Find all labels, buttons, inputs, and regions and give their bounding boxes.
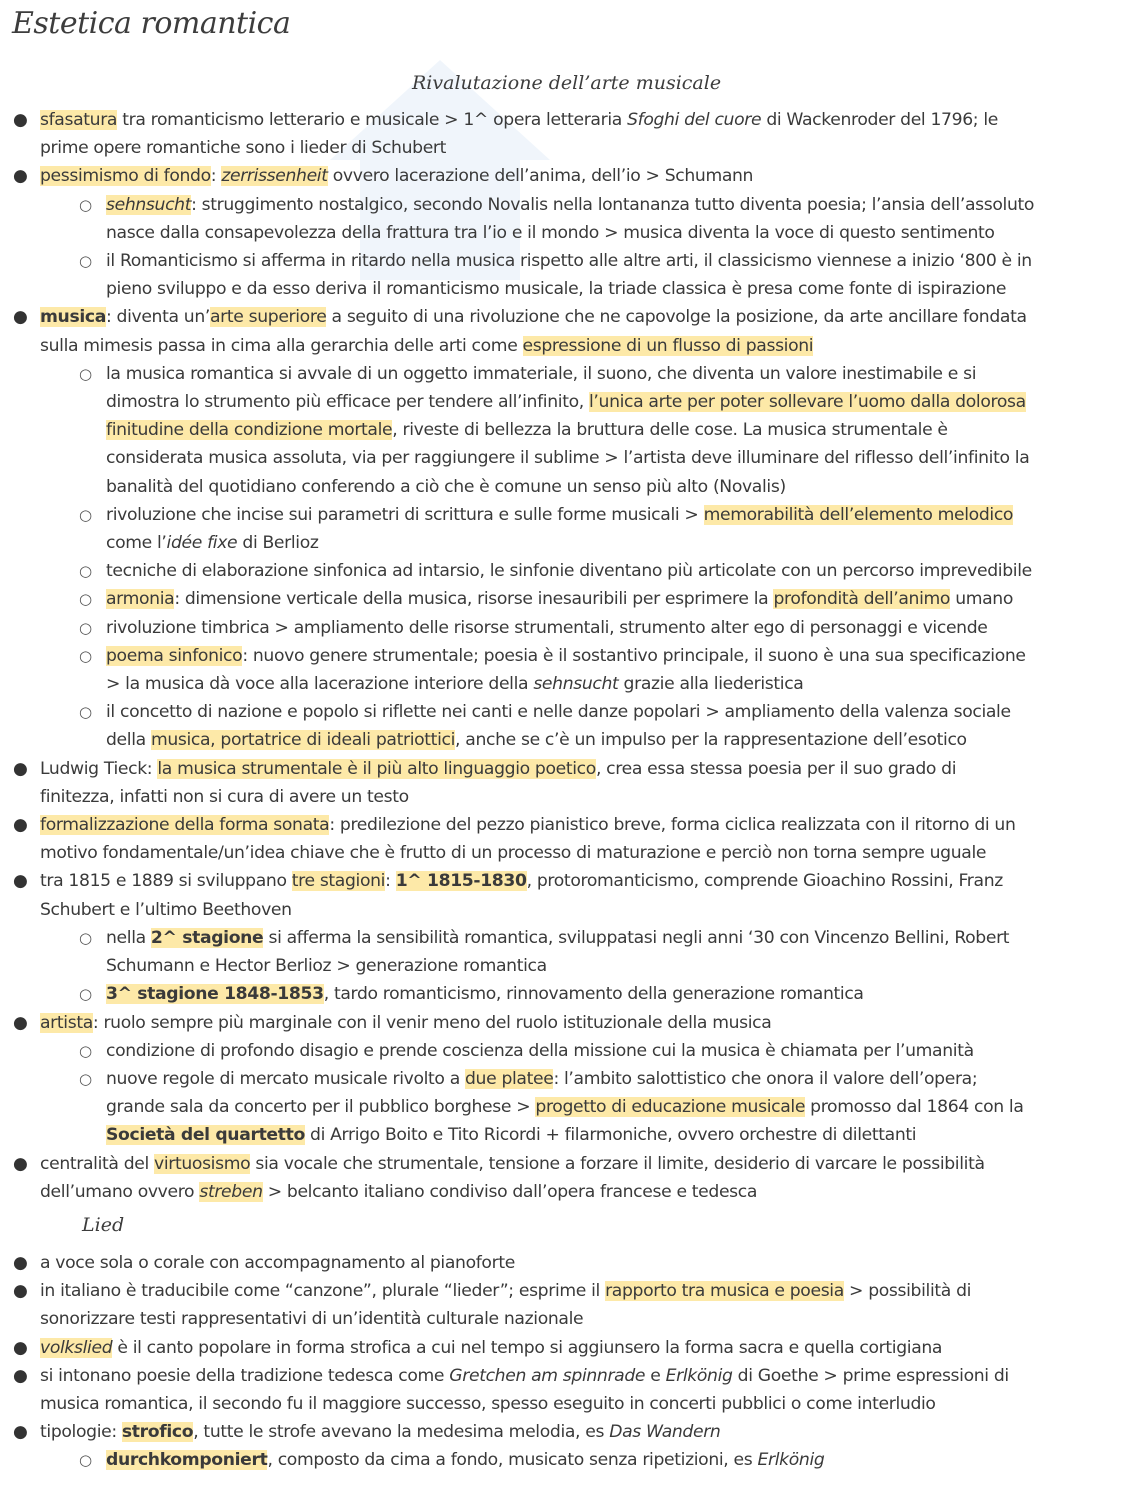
bullet-icon: ● (13, 815, 28, 836)
list-item (0, 247, 1148, 275)
highlighted-text: tre stagioni (291, 871, 386, 892)
list-item (0, 1150, 1148, 1178)
bullet-icon: ● (13, 1422, 28, 1443)
text-segment: musica romantica, il secondo fu il maggiore successo, spesso eseguito in concerti pubblici o come interludio (40, 1394, 936, 1415)
highlighted-text: streben (199, 1181, 263, 1202)
highlighted-text: 1^ 1815-1830 (395, 871, 527, 892)
text-segment: Gretchen am spinnrade (449, 1365, 646, 1386)
bullet-icon: ● (13, 166, 28, 187)
highlighted-text: artista (40, 1012, 93, 1033)
list-item (0, 1037, 1148, 1065)
text-segment: , tardo romanticismo, rinnovamento della generazione romantica (323, 984, 864, 1005)
list-item-continuation (0, 726, 1148, 754)
text-segment: tra romanticismo letterario e musicale > 1^ opera letteraria (117, 110, 628, 130)
text-segment: grande sala da concerto per il pubblico borghese > (106, 1097, 536, 1118)
highlighted-text: pessimismo di fondo (40, 166, 211, 187)
highlighted-text: poema sinfonico (106, 645, 243, 666)
list-item (0, 106, 1148, 134)
section-title-rivalutazione: Rivalutazione dell’arte musicale (412, 72, 722, 94)
section-title-lied: Lied (82, 1214, 125, 1236)
text-segment: : dimensione verticale della musica, risorse inesauribili per esprimere la (174, 589, 774, 610)
list-item-continuation (0, 529, 1148, 557)
highlighted-text: profondità dell’animo (773, 589, 951, 610)
highlighted-text: musica (40, 307, 106, 328)
text-segment: Schumann e Hector Berlioz > generazione romantica (106, 956, 547, 977)
list-item (0, 1418, 1148, 1446)
highlighted-text: arte superiore (209, 307, 327, 328)
text-segment: considerata musica assoluta, via per raggiungere il sublime > l’artista deve illuminare del riflesso dell’infinito la (106, 448, 1030, 469)
text-segment: banalità del quotidiano conferendo a ciò che è comune un senso più alto (Novalis) (106, 476, 786, 497)
sub-bullet-icon: ○ (79, 195, 92, 214)
bullet-icon: ● (13, 110, 28, 130)
list-item-continuation (0, 332, 1148, 360)
text-segment: tipologie: (40, 1422, 122, 1443)
list-item-continuation (0, 1390, 1148, 1418)
list-item (0, 1277, 1148, 1305)
text-segment: rivoluzione timbrica > ampliamento delle risorse strumentali, strumento alter ego di personaggi e vicende (106, 617, 988, 638)
text-segment: di Berlioz (237, 533, 319, 554)
list-item-continuation (0, 416, 1148, 444)
list-item-continuation (0, 839, 1148, 867)
text-segment: di Wackenroder del 1796; le (761, 110, 999, 130)
text-segment: dimostra lo strumento più efficace per tendere all’infinito, (106, 392, 589, 413)
bullet-icon: ● (13, 871, 28, 892)
highlighted-text: sehnsucht (106, 194, 192, 215)
text-segment: Ludwig Tieck: (40, 758, 158, 779)
text-segment: nasce dalla consapevolezza della frattura tra l’io e il mondo > musica diventa la voce di questo sentimento (106, 222, 995, 243)
text-segment: della (106, 730, 151, 751)
highlighted-text: zerrissenheit (221, 166, 328, 187)
list-item (0, 1362, 1148, 1390)
list-item-continuation (0, 444, 1148, 472)
sub-bullet-icon: ○ (79, 985, 92, 1004)
text-segment: : struggimento nostalgico, secondo Novalis nella lontananza tutto diventa poesia; l’ansia dell’assoluto (191, 194, 1035, 215)
highlighted-text: espressione di un flusso di passioni (522, 335, 814, 356)
text-segment: nella (106, 927, 151, 948)
text-segment: condizione di profondo disagio e prende coscienza della missione cui la musica è chiamata per l’umanità (106, 1040, 974, 1061)
list-item (0, 1065, 1148, 1093)
list-item-continuation (0, 388, 1148, 416)
sub-bullet-icon: ○ (79, 252, 92, 271)
text-segment: Das Wandern (609, 1422, 721, 1443)
list-item (0, 614, 1148, 642)
text-segment: : nuovo genere strumentale; poesia è il sostantivo principale, il suono è una sua specificazione (242, 645, 1026, 666)
text-segment: e (645, 1365, 666, 1386)
highlighted-text: musica, portatrice di ideali patriottici (150, 730, 456, 751)
highlighted-text: formalizzazione della forma sonata (40, 815, 330, 836)
highlighted-text: armonia (106, 589, 175, 610)
text-segment: grazie alla liederistica (618, 674, 804, 695)
text-segment: , anche se c’è un impulso per la rappresentazione dell’esotico (455, 730, 967, 751)
text-segment: sonorizzare testi rappresentativi di un’identità culturale nazionale (40, 1309, 584, 1330)
section-rivalutazione-list (0, 106, 1148, 1206)
bullet-icon: ● (13, 1153, 28, 1174)
text-segment: Schubert e l’ultimo Beethoven (40, 899, 292, 920)
list-item (0, 360, 1148, 388)
list-item-continuation (0, 219, 1148, 247)
highlighted-text: 2^ stagione (150, 927, 264, 948)
bullet-icon: ● (13, 758, 28, 779)
section-lied-list (0, 1249, 1148, 1475)
text-segment: finitezza, infatti non si cura di avere un testo (40, 786, 409, 807)
text-segment: Erlkönig (665, 1365, 733, 1386)
text-segment: , composto da cima a fondo, musicato senza ripetizioni, es (267, 1450, 758, 1471)
text-segment: : (210, 166, 222, 187)
text-segment: > la musica dà voce alla lacerazione interiore della (106, 674, 534, 695)
list-item-continuation (0, 952, 1148, 980)
list-item (0, 557, 1148, 585)
highlighted-text: strofico (121, 1422, 194, 1443)
list-item-continuation (0, 473, 1148, 501)
text-segment: il concetto di nazione e popolo si riflette nei canti e nelle danze popolari > ampliamento della valenza sociale (106, 702, 1011, 723)
list-item-continuation (0, 275, 1148, 303)
list-item (0, 867, 1148, 895)
bullet-icon: ● (13, 1253, 28, 1273)
text-segment: rivoluzione che incise sui parametri di scrittura e sulle forme musicali > (106, 504, 704, 525)
text-segment: > possibilità di (843, 1281, 972, 1302)
highlighted-text: due platee (465, 1068, 554, 1089)
list-item (0, 1446, 1148, 1474)
text-segment: motivo fondamentale/un’idea chiave che è frutto di un processo di maturazione e perciò non torna sempre uguale (40, 843, 987, 864)
sub-bullet-icon: ○ (79, 505, 92, 524)
text-segment: : ruolo sempre più marginale con il venir meno del ruolo istituzionale della musica (92, 1012, 772, 1033)
text-segment: di Arrigo Boito e Tito Ricordi + filarmoniche, ovvero orchestre di dilettanti (304, 1125, 917, 1146)
list-item (0, 1334, 1148, 1362)
list-item-continuation (0, 1305, 1148, 1333)
text-segment: , riveste di bellezza la bruttura delle cose. La musica strumentale è (392, 420, 948, 441)
text-segment: in italiano è traducibile come “canzone”, plurale “lieder”; esprime il (40, 1281, 606, 1302)
list-item (0, 1249, 1148, 1277)
highlighted-text: 3^ stagione 1848-1853 (106, 984, 324, 1005)
list-item (0, 642, 1148, 670)
bullet-icon: ● (13, 1012, 28, 1033)
text-segment: il Romanticismo si afferma in ritardo nella musica rispetto alle altre arti, il classicismo viennese a inizio ‘800 è in (106, 251, 1032, 272)
text-segment: di Goethe > prime espressioni di (732, 1365, 1009, 1386)
list-item (0, 585, 1148, 613)
sub-bullet-icon: ○ (79, 928, 92, 947)
text-segment: a seguito di una rivoluzione che ne capovolge la posizione, da arte ancillare fondata (326, 307, 1027, 328)
list-item-continuation (0, 1178, 1148, 1206)
sub-bullet-icon: ○ (79, 1451, 92, 1470)
text-segment: : (385, 871, 396, 892)
text-segment: sulla mimesis passa in cima alla gerarchia delle arti come (40, 335, 523, 356)
bullet-icon: ● (13, 1281, 28, 1302)
page-title: Estetica romantica (12, 6, 291, 41)
sub-bullet-icon: ○ (79, 618, 92, 637)
list-item (0, 162, 1148, 190)
sub-bullet-icon: ○ (79, 646, 92, 665)
text-segment: tecniche di elaborazione sinfonica ad intarsio, le sinfonie diventano più articolate con un percorso imprevedibile (106, 561, 1032, 582)
sub-bullet-icon: ○ (79, 1041, 92, 1060)
sub-bullet-icon: ○ (79, 703, 92, 722)
highlighted-text: sfasatura (40, 110, 118, 130)
text-segment: nuove regole di mercato musicale rivolto a (106, 1068, 465, 1089)
text-segment: : l’ambito salottistico che onora il valore dell’opera; (553, 1068, 978, 1089)
list-item (0, 501, 1148, 529)
list-item-continuation (0, 670, 1148, 698)
list-item-continuation (0, 896, 1148, 924)
text-segment: umano (950, 589, 1014, 610)
text-segment: si intonano poesie della tradizione tedesca come (40, 1365, 450, 1386)
sub-bullet-icon: ○ (79, 590, 92, 609)
text-segment: dell’umano ovvero (40, 1181, 200, 1202)
text-segment: , crea essa stessa poesia per il suo grado di (595, 758, 957, 779)
highlighted-text: memorabilità dell’elemento melodico (703, 504, 1014, 525)
text-segment: promosso dal 1864 con la (805, 1097, 1024, 1118)
list-item-continuation (0, 1121, 1148, 1149)
list-item (0, 191, 1148, 219)
list-item (0, 1009, 1148, 1037)
list-item (0, 811, 1148, 839)
highlighted-text: volkslied (40, 1337, 113, 1358)
bullet-icon: ● (13, 1337, 28, 1358)
text-segment: sehnsucht (533, 674, 619, 695)
text-segment: la musica romantica si avvale di un oggetto immateriale, il suono, che diventa un valore inestimabile e si (106, 363, 977, 384)
list-item (0, 303, 1148, 331)
highlighted-text: progetto di educazione musicale (535, 1097, 806, 1118)
list-item-continuation (0, 1093, 1148, 1121)
highlighted-text: rapporto tra musica e poesia (605, 1281, 844, 1302)
text-segment: a voce sola o corale con accompagnamento al pianoforte (40, 1253, 515, 1273)
highlighted-text: durchkomponiert (106, 1450, 268, 1471)
highlighted-text: l’unica arte per poter sollevare l’uomo dalla dolorosa (588, 392, 1026, 413)
highlighted-text: Società del quartetto (106, 1125, 305, 1146)
text-segment: centralità del (40, 1153, 155, 1174)
highlighted-text: virtuosismo (154, 1153, 251, 1174)
list-item-continuation (0, 134, 1148, 162)
bullet-icon: ● (13, 307, 28, 328)
sub-bullet-icon: ○ (79, 1069, 92, 1088)
text-segment: idée fixe (166, 533, 238, 554)
text-segment: tra 1815 e 1889 si sviluppano (40, 871, 292, 892)
text-segment: ovvero lacerazione dell’anima, dell’io > Schumann (327, 166, 754, 187)
list-item-continuation (0, 783, 1148, 811)
text-segment: si afferma la sensibilità romantica, sviluppatasi negli anni ‘30 con Vincenzo Bellini, Robert (263, 927, 1010, 948)
sub-bullet-icon: ○ (79, 364, 92, 383)
text-segment: Erlkönig (757, 1450, 825, 1471)
sub-bullet-icon: ○ (79, 562, 92, 581)
highlighted-text: finitudine della condizione mortale (106, 420, 393, 441)
text-segment: come l’ (106, 533, 167, 554)
text-segment: , tutte le strofe avevano la medesima melodia, es (193, 1422, 610, 1443)
list-item (0, 755, 1148, 783)
text-segment: : diventa un’ (105, 307, 210, 328)
list-item (0, 980, 1148, 1008)
text-segment: > belcanto italiano condiviso dall’opera francese e tedesca (262, 1181, 758, 1202)
text-segment: pieno sviluppo e da esso deriva il romanticismo musicale, la triade classica è presa come fonte di ispirazione (106, 279, 1007, 300)
text-segment: : predilezione del pezzo pianistico breve, forma ciclica realizzata con il ritorno di un (329, 815, 1016, 836)
text-segment: Sfoghi del cuore (627, 110, 762, 130)
list-item (0, 924, 1148, 952)
text-segment: è il canto popolare in forma strofica a cui nel tempo si aggiunsero la forma sacra e quella cortigiana (112, 1337, 943, 1358)
bullet-icon: ● (13, 1365, 28, 1386)
highlighted-text: la musica strumentale è il più alto linguaggio poetico (157, 758, 596, 779)
list-item (0, 698, 1148, 726)
text-segment: sia vocale che strumentale, tensione a forzare il limite, desiderio di varcare le possibilità (250, 1153, 985, 1174)
text-segment: , protoromanticismo, comprende Gioachino Rossini, Franz (526, 871, 1003, 892)
text-segment: prime opere romantiche sono i lieder di Schubert (40, 138, 447, 159)
